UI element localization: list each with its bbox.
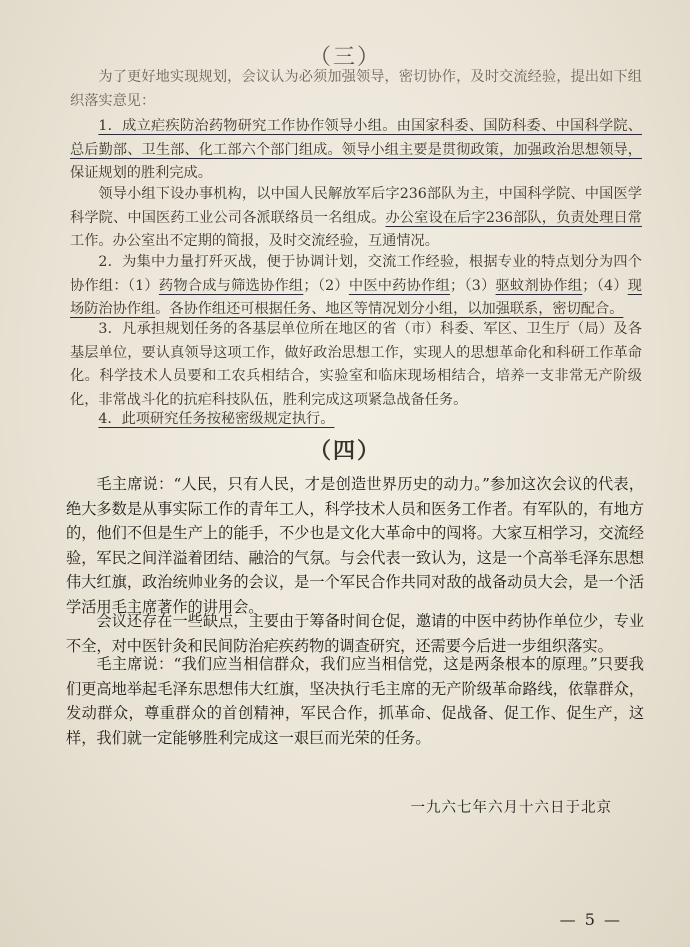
- shortcoming-paragraph: 会议还存在一些缺点，主要由于筹备时间仓促，邀请的中医中药协作单位少，专业不全，对中医针灸和民间防治疟疾药物的调查研究，还需要今后进一步组织落实。: [66, 612, 644, 655]
- office-paragraph: [70, 183, 642, 254]
- office-text-before: 领导小组下设办事机构，以中国人民解放军后字236部队为主，中国科学院、中国医学科学院、中国医药工业公司各派联络员一名组成。: [70, 186, 642, 226]
- item-4-paragraph: [70, 408, 642, 432]
- item-4-underlined-text: 4．此项研究任务按秘密级规定执行。: [98, 411, 335, 427]
- date-signature: 一九六七年六月十六日于北京: [410, 800, 612, 816]
- item-1-text: 保证规划的胜利完成。: [70, 165, 212, 182]
- intro-paragraph: 为了更好地实现规划，会议认为必须加强领导，密切协作，及时交流经验，提出如下组织落实意见：: [70, 69, 642, 109]
- quote-2-paragraph: 毛主席说：“我们应当相信群众，我们应当相信党，这是两条根本的原理。”只要我们更高地举起毛泽东思想伟大红旗，坚决执行毛主席的无产阶级革命路线，依靠群众，发动群众，尊重群众的首创精神，军民合作，抓革命、促战备、促工作、促生产，这样，我们就一定能够胜利完成这一艰巨而光荣的任务。: [66, 655, 644, 747]
- item-2-separator: 。: [155, 301, 170, 318]
- office-underlined-text: 办公室设在后字236部队，负责处理日常: [385, 209, 642, 226]
- section-heading-4: （四）: [308, 438, 381, 464]
- item-2-separator: ；（3）: [450, 277, 496, 294]
- item-1-paragraph: [70, 115, 642, 186]
- group-2-label: 中医中药协作组: [348, 277, 451, 294]
- item-2-separator: ；（4）: [582, 277, 628, 294]
- group-4-label: 现场防治协作组: [70, 277, 642, 318]
- item-2-separator: ；（2）: [303, 277, 349, 294]
- group-3-label: 驱蚊剂协作组: [495, 277, 583, 294]
- office-text-after: 工作。办公室出不定期的简报，及时交流经验，互通情况。: [70, 233, 439, 250]
- item-2-text-before: 2．为集中力量打歼灭战，便于协调计划，交流工作经验，根据专业的特点划分为四个协作组：（1）: [70, 254, 642, 294]
- item-2-underlined-tail: 各协作组还可根据任务、地区等情况划分小组，以加强联系，密切配合。: [169, 301, 624, 318]
- section-heading-3: （三）: [308, 45, 381, 70]
- item-2-paragraph: [70, 251, 642, 322]
- item-1-underlined-text: 1．成立疟疾防治药物研究工作协作领导小组。由国家科委、国防科委、中国科学院、总后勤部、卫生部、化工部六个部门组成。领导小组主要是贯彻政策，加强政治思想领导，: [70, 118, 642, 158]
- quote-1-paragraph: 毛主席说：“人民，只有人民，才是创造世界历史的动力。”参加这次会议的代表，绝大多数是从事实际工作的青年工人，科学技术人员和医务工作者。有军队的，有地方的，他们不但是生产上的能手，不少也是文化大革命中的闯将。大家互相学习，交流经验，军民之间洋溢着团结、融洽的气氛。与会代表一致认为，这是一个高举毛泽东思想伟大红旗，政治统帅业务的会议，是一个军民合作共同对敌的战备动员大会，是一个活学活用毛主席著作的讲用会。: [66, 475, 644, 616]
- page-number: — 5 —: [559, 910, 622, 929]
- item-3-paragraph: 3．凡承担规划任务的各基层单位所在地区的省（市）科委、军区、卫生厅（局）及各基层单位，要认真领导这项工作，做好政治思想工作，实现人的思想革命化和科研工作革命化。科学技术人员要和工农兵相结合，实验室和临床现场相结合，培养一支非常无产阶级化，非常战斗化的抗疟科技队伍，胜利完成这项紧急战备任务。: [70, 321, 642, 408]
- group-1-label: 药物合成与筛选协作组: [158, 277, 304, 294]
